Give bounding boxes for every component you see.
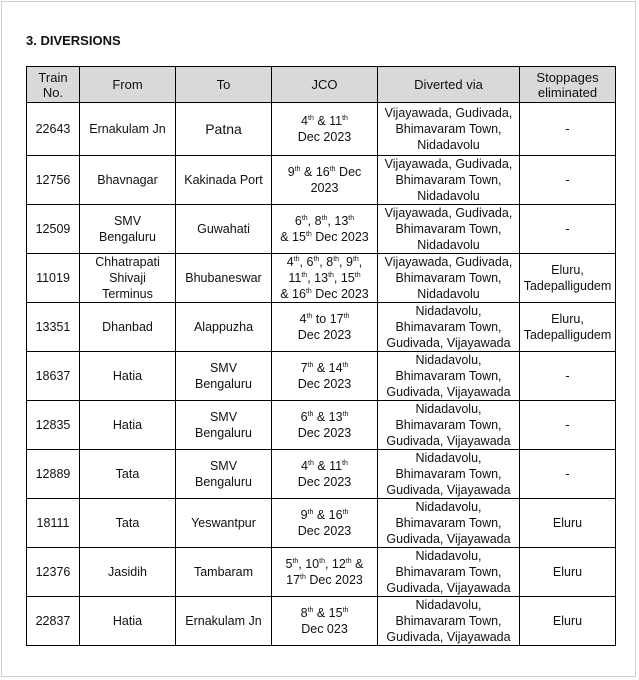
stoppages-cell: - (520, 450, 616, 499)
diverted-via-cell: Nidadavolu, Bhimavaram Town, Gudivada, Vijayawada (378, 597, 520, 646)
stoppages-cell: Eluru (520, 548, 616, 597)
jco-cell: 4th, 6th, 8th, 9th, 11th, 13th, 15th & 16th Dec 2023 (272, 254, 378, 303)
table-row (27, 548, 616, 597)
stoppages-cell: - (520, 156, 616, 205)
table-row (27, 205, 616, 254)
train-no-cell: 12509 (27, 205, 80, 254)
stoppages-cell: - (520, 352, 616, 401)
stoppages-cell: - (520, 401, 616, 450)
jco-cell: 7th & 14th Dec 2023 (272, 352, 378, 401)
from-cell: Tata (80, 450, 176, 499)
diverted-via-cell: Nidadavolu, Bhimavaram Town, Gudivada, Vijayawada (378, 548, 520, 597)
header-from: From (80, 67, 176, 103)
diverted-via-cell: Nidadavolu, Bhimavaram Town, Gudivada, Vijayawada (378, 499, 520, 548)
train-no-cell: 12376 (27, 548, 80, 597)
train-no-cell: 12756 (27, 156, 80, 205)
from-cell: Ernakulam Jn (80, 103, 176, 156)
diverted-via-cell: Nidadavolu, Bhimavaram Town, Gudivada, Vijayawada (378, 450, 520, 499)
stoppages-cell: Eluru, Tadepalligudem (520, 303, 616, 352)
train-no-cell: 18111 (27, 499, 80, 548)
table-header-row (27, 67, 616, 103)
diverted-via-cell: Nidadavolu, Bhimavaram Town, Gudivada, Vijayawada (378, 352, 520, 401)
diverted-via-cell: Vijayawada, Gudivada, Bhimavaram Town, Nidadavolu (378, 205, 520, 254)
header-to: To (176, 67, 272, 103)
header-diverted-via: Diverted via (378, 67, 520, 103)
diverted-via-cell: Vijayawada, Gudivada, Bhimavaram Town, Nidadavolu (378, 156, 520, 205)
header-train-no: Train No. (27, 67, 80, 103)
jco-cell: 8th & 15th Dec 023 (272, 597, 378, 646)
stoppages-cell: Eluru (520, 499, 616, 548)
header-jco: JCO (272, 67, 378, 103)
from-cell: Chhatrapati Shivaji Terminus (80, 254, 176, 303)
diversions-table (26, 66, 616, 646)
table-row (27, 597, 616, 646)
diverted-via-cell: Vijayawada, Gudivada, Bhimavaram Town, Nidadavolu (378, 103, 520, 156)
train-no-cell: 22643 (27, 103, 80, 156)
table-row (27, 401, 616, 450)
to-cell: Kakinada Port (176, 156, 272, 205)
section-title: 3. DIVERSIONS (26, 33, 121, 48)
from-cell: Jasidih (80, 548, 176, 597)
from-cell: Hatia (80, 401, 176, 450)
train-no-cell: 18637 (27, 352, 80, 401)
train-no-cell: 13351 (27, 303, 80, 352)
stoppages-cell: - (520, 205, 616, 254)
diverted-via-cell: Vijayawada, Gudivada, Bhimavaram Town, Nidadavolu (378, 254, 520, 303)
to-cell: Bhubaneswar (176, 254, 272, 303)
from-cell: Tata (80, 499, 176, 548)
table-row (27, 450, 616, 499)
to-cell: SMV Bengaluru (176, 352, 272, 401)
to-cell: SMV Bengaluru (176, 401, 272, 450)
train-no-cell: 22837 (27, 597, 80, 646)
jco-cell: 6th & 13th Dec 2023 (272, 401, 378, 450)
to-cell: Guwahati (176, 205, 272, 254)
table-row (27, 103, 616, 156)
stoppages-cell: Eluru (520, 597, 616, 646)
from-cell: Dhanbad (80, 303, 176, 352)
header-stoppages-eliminated: Stoppages eliminated (520, 67, 616, 103)
to-cell: Tambaram (176, 548, 272, 597)
table-row (27, 254, 616, 303)
jco-cell: 9th & 16th Dec 2023 (272, 499, 378, 548)
jco-cell: 4th & 11th Dec 2023 (272, 103, 378, 156)
jco-cell: 4th & 11th Dec 2023 (272, 450, 378, 499)
to-cell: Alappuzha (176, 303, 272, 352)
table-row (27, 156, 616, 205)
diverted-via-cell: Nidadavolu, Bhimavaram Town, Gudivada, Vijayawada (378, 303, 520, 352)
train-no-cell: 12835 (27, 401, 80, 450)
diverted-via-cell: Nidadavolu, Bhimavaram Town, Gudivada, Vijayawada (378, 401, 520, 450)
to-cell: Yeswantpur (176, 499, 272, 548)
jco-cell: 9th & 16th Dec 2023 (272, 156, 378, 205)
jco-cell: 6th, 8th, 13th & 15th Dec 2023 (272, 205, 378, 254)
from-cell: SMV Bengaluru (80, 205, 176, 254)
stoppages-cell: Eluru, Tadepalligudem (520, 254, 616, 303)
jco-cell: 5th, 10th, 12th & 17th Dec 2023 (272, 548, 378, 597)
train-no-cell: 12889 (27, 450, 80, 499)
to-cell: Patna (176, 103, 272, 156)
table-row (27, 303, 616, 352)
train-no-cell: 11019 (27, 254, 80, 303)
table-row (27, 352, 616, 401)
from-cell: Hatia (80, 597, 176, 646)
table-row (27, 499, 616, 548)
to-cell: Ernakulam Jn (176, 597, 272, 646)
from-cell: Bhavnagar (80, 156, 176, 205)
to-cell: SMV Bengaluru (176, 450, 272, 499)
stoppages-cell: - (520, 103, 616, 156)
from-cell: Hatia (80, 352, 176, 401)
jco-cell: 4th to 17th Dec 2023 (272, 303, 378, 352)
